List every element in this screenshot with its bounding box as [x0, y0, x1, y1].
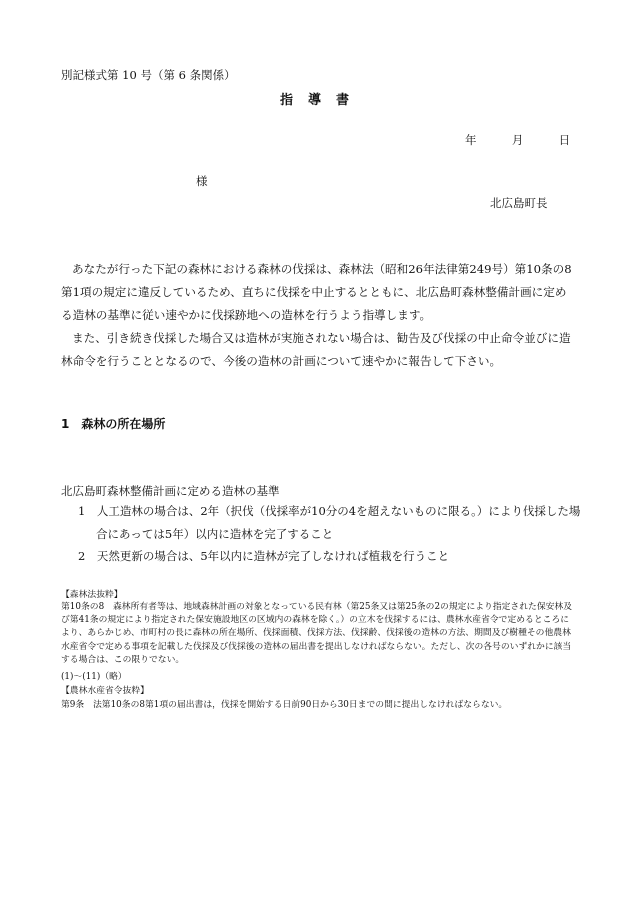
date-day: 日: [558, 133, 571, 147]
form-number-label: 別記様式第 10 号（第 6 条関係）: [61, 68, 236, 82]
ordinance-excerpt-text: 第9条 法第10条の8第1項の届出書は，伐採を開始する日前90日から30日までの間に提出しなければならない。: [61, 700, 508, 710]
sender-name: 北広島町長: [490, 196, 548, 210]
ordinance-excerpt-heading: 【農林水産省令抜粋】: [61, 686, 149, 696]
body-paragraph-1: あなたが行った下記の森林における森林の伐採は、森林法（昭和26年法律第249号）第10条の8第1項の規定に違反しているため、直ちに伐採を中止するとともに、北広島町森林整備計画に定める造林の基準に従い速やかに伐採跡地への造林を行うよう指導します。: [61, 262, 572, 322]
date-month: 月: [511, 133, 524, 147]
standards-item-2: 2 天然更新の場合は、5年以内に造林が完了しなければ植栽を行うこと: [78, 549, 450, 563]
date-year: 年: [465, 133, 477, 147]
section-heading-location: 1 森林の所在場所: [61, 417, 166, 431]
law-excerpt-text: 第10条の8 森林所有者等は、地域森林計画の対象となっている民有林（第25条又は第25条の2の規定により指定された保安林及び第41条の規定により指定された保安施設地区の区域内の森林を除く。）の立木を伐採するには、農林水産省令で定めるところにより、あらかじめ、市町村の長に森林の所在場所、伐採面積、伐採方法、伐採齢、伐採後の造林の方法、期間及び樹種その他農林水産省令で定める事項を記載した伐採及び伐採後の造林の届出書を提出しなければならない。ただし、次の各号のいずれかに該当する場合は、この限りでない。: [61, 602, 573, 665]
standards-heading: 北広島町森林整備計画に定める造林の基準: [61, 484, 280, 498]
body-paragraph-2: また、引き続き伐採した場合又は造林が実施されない場合は、勧告及び伐採の中止命令並びに造林命令を行うこととなるので、今後の造林の計画について速やかに報告して下さい。: [61, 331, 571, 368]
addressee: 様: [196, 174, 208, 188]
document-title: 指 導 書: [279, 93, 350, 108]
law-excerpt-heading: 【森林法抜粋】: [61, 590, 123, 600]
law-excerpt-omitted: (1)～(11)（略）: [61, 672, 127, 682]
standards-item-1: 1 人工造林の場合は、2年（択伐（伐採率が10分の4を超えないものに限る。）により伐採した場合にあっては5年）以内に造林を完了すること: [78, 504, 581, 541]
date-line: [465, 132, 570, 148]
